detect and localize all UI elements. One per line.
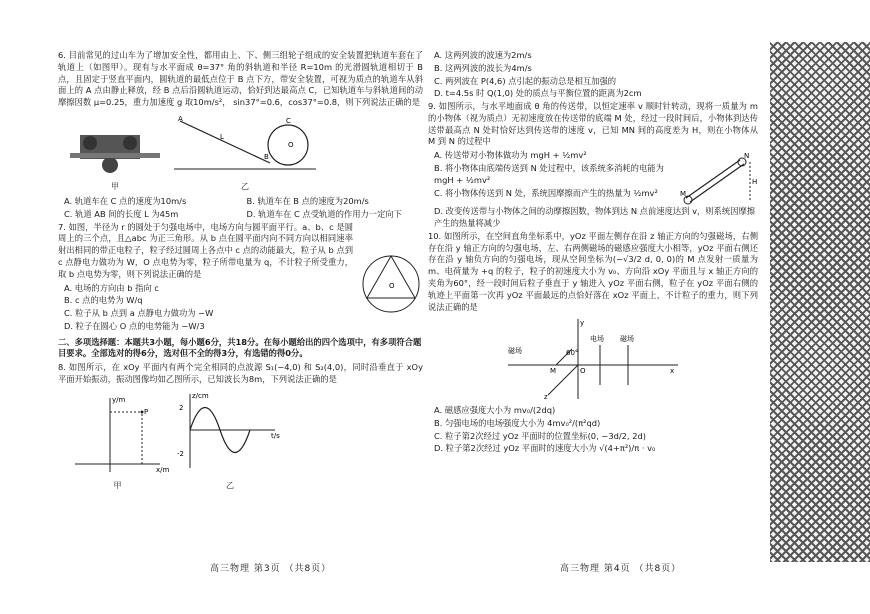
q10-option-a: A. 磁感应强度大小为 mv₀/(2dq) [434, 405, 556, 416]
svg-text:M: M [550, 367, 557, 376]
label-electric-field: 电场 [590, 335, 604, 344]
circle-triangle-figure [359, 252, 423, 316]
q6-figure-yi [170, 113, 320, 192]
svg-text:O: O [580, 367, 586, 376]
q6-option-a: A. 轨道车在 C 点的速度为10m/s [64, 196, 187, 207]
q6-stem [58, 50, 423, 109]
q10-option-d: D. 粒子第2次经过 yOz 平面时的速度大小为 √(4+π²)/π · v₀ [434, 443, 656, 454]
q9-option-d: D. 改变传送带与小物体之间的动摩擦因数，物体到达 N 点前速度达到 v，则系统因摩擦产生的热量将减少 [434, 206, 756, 229]
q6-text-a: 6. 目前常见的过山车为了增加安全性，都用由上、下、侧三组轮子组成的安全装置把轨道车套在了轨道上（如图甲）。现有与水平面成 θ=37° 角的斜轨道和半径 R=10m 的光滑圆轨道相切于 B 点，且固定于竖直平面内，圆轨道的最低点位于 B 点下方，带安全装置，可视为质点的轨道车从斜面上的 A 点由静止释放，经 B 点后沿圆轨道运动，恰好到达最高点 C，已知轨道车与斜轨道间的动摩擦因数 μ=0.25，重力加速度 g 取10m/s²， [58, 50, 423, 108]
right-page [428, 0, 758, 614]
q7-option-c: C. 粒子从 b 点到 a 点静电力做功为 −W [64, 308, 214, 319]
q8-caption-jia: 甲 [113, 480, 122, 490]
q10-option-c: C. 粒子第2次经过 yOz 平面时的位置坐标(0, −3d/2, 2d) [434, 430, 646, 441]
q6-text-b: sin37°=0.6，cos37°=0.8，则下列说法正确的是 [233, 97, 420, 108]
svg-text:M: M [680, 190, 687, 199]
q8-option-c: C. 两列波在 P(4,6) 点引起的振动总是相互加强的 [434, 75, 617, 86]
svg-text:z: z [544, 393, 548, 402]
page-3-footer: 高三物理 第3页 （共8页） [210, 564, 332, 574]
q8-stem: 8. 如图所示，在 xOy 平面内有两个完全相同的点波源 S₁(−4,0) 和 S₂(4,0)，同时沿垂直于 xOy 平面开始振动，振动图像均如乙图所示，已知波长为8m，下列说法正确的是 [58, 362, 423, 384]
q9-option-b: B. 将小物体由底端传送到 N 处过程中，该系统多消耗的电能为 mgH + ½mv² [434, 163, 664, 185]
q8-figure-yi [175, 390, 285, 491]
svg-text:x: x [670, 367, 675, 376]
q8-figures [70, 390, 423, 491]
svg-text:z/cm: z/cm [192, 391, 209, 400]
q8-caption-yi: 乙 [226, 480, 234, 490]
conveyor-belt-figure [678, 150, 758, 206]
svg-text:L: L [220, 132, 224, 141]
q6-figure-jia [70, 125, 160, 192]
svg-text:A: A [178, 114, 183, 123]
q7-option-a: A. 电场的方向由 b 指向 c [64, 282, 159, 293]
svg-text:B: B [264, 152, 269, 161]
coaster-car-figure [70, 125, 160, 177]
q10-option-b: B. 匀强电场的电场强度大小为 4mv₀²/(π²qd) [434, 417, 601, 428]
track-diagram [170, 113, 320, 177]
q8-figure-jia [70, 394, 170, 491]
q6-caption-jia: 甲 [111, 181, 119, 191]
svg-text:y: y [580, 319, 585, 328]
decorative-border-pattern [770, 42, 870, 562]
svg-text:N: N [744, 152, 750, 161]
svg-text:y/m: y/m [112, 395, 126, 404]
svg-text:t/s: t/s [271, 431, 280, 440]
svg-text:C: C [286, 116, 291, 125]
svg-text:O: O [389, 281, 395, 290]
q6-option-d: D. 轨道车在 C 点受轨道的作用力一定向下 [246, 208, 402, 219]
q9-stem: 9. 如图所示，与水平地面成 θ 角的传送带，以恒定速率 v 顺时针转动，现将一质量为 m 的小物体（视为质点）无初速度放在传送带的底端 M 处，经过一段时间后，小物体到达传送带最高点 N 处时恰好达到传送带的速度 v，已知 MN 间的高度差为 H，则在小物体从 M 到 N 的过程中 [428, 101, 758, 147]
q8-option-b: B. 这两列波的波长为4m/s [434, 62, 532, 73]
q10-stem: 10. 如图所示，在空间直角坐标系中，yOz 平面左侧存在沿 z 轴正方向的匀强磁场，右侧存在沿 y 轴正方向的匀强电场，左、右两侧磁场的磁感应强度大小相等，yOz 平面右侧还存在沿 y 轴负方向的匀强电场，现从空间坐标为(−√3/2 d, 0, 0)的 M 点发射一质量为 m、电荷量为 +q 的粒子，粒子的初速度大小为 v₀、方向沿 xOy 平面且与 x 轴正方向的夹角为60°，经一段时间后粒子垂直于 y 轴进入 yOz 平面右侧，粒子在 yOz 平面右侧的轨迹上平面第一次再 yOz 平面最远的点恰好落在 xOz 平面上，不计粒子的重力，则下列说法正确的是 [428, 230, 758, 312]
q7-option-d: D. 粒子在圆心 O 点的电势能为 −W/3 [64, 320, 205, 331]
vibration-graph [175, 390, 285, 476]
q7-stem: 7. 如图，半径为 r 的圆处于匀强电场中，电场方向与圆平面平行。a、b、c 是圆周上的三个点，且△abc 为正三角形。从 b 点在圆平面内向不同方向以相同速率射出相同的带正电粒子，粒子经过圆周上各点中 c 点的动能最大，粒子从 b 点到 c 点静电力做功为 W，O 点电势为零，粒子所带电量为 q，不计粒子所受重力，取 b 点电势为零，则下列说法正确的是 [58, 221, 353, 279]
label-magnetic-field-left: 磁场 [508, 347, 522, 356]
q8-option-a: A. 这两列波的波速为2m/s [434, 50, 532, 60]
q6-option-c: C. 轨道 AB 间的长度 L 为45m [64, 208, 179, 219]
q7-option-b: B. c 点的电势为 W/q [64, 295, 143, 306]
section-2-heading: 二、多项选择题：本题共3小题，每小题6分，共18分。在每小题给出的四个选项中，有多项符合题目要求。全部选对的得6分，选对但不全的得3分，有选错的得0分。 [58, 336, 422, 359]
q7-block [58, 222, 423, 334]
q6-figures [70, 113, 423, 192]
page-4-footer: 高三物理 第4页 （共8页） [560, 564, 682, 574]
q6-options-row1 [58, 196, 423, 208]
q9-option-c: C. 将小物体传送到 N 处，系统因摩擦而产生的热量为 ½mv² [434, 187, 658, 198]
q6-options-row2 [58, 209, 423, 221]
xy-plane-figure [70, 394, 170, 476]
q9-option-a: A. 传送带对小物体做功为 mgH + ½mv² [434, 150, 587, 161]
label-magnetic-field-right: 磁场 [620, 335, 634, 344]
svg-text:O: O [288, 140, 294, 149]
svg-text:P: P [144, 407, 149, 416]
coordinate-system-figure [488, 315, 688, 401]
left-page [58, 0, 423, 614]
svg-text:H: H [752, 178, 758, 187]
svg-text:-2: -2 [177, 449, 184, 458]
q6-option-b: B. 轨道车在 B 点的速度为20m/s [246, 196, 369, 207]
svg-text:2: 2 [179, 403, 184, 412]
svg-text:x/m: x/m [156, 465, 170, 474]
q8-option-d: D. t=4.5s 时 Q(1,0) 处的质点与平衡位置的距离为2cm [434, 88, 642, 99]
q6-caption-yi: 乙 [241, 181, 249, 191]
q9-block [428, 150, 758, 206]
svg-text:60°: 60° [566, 349, 579, 358]
